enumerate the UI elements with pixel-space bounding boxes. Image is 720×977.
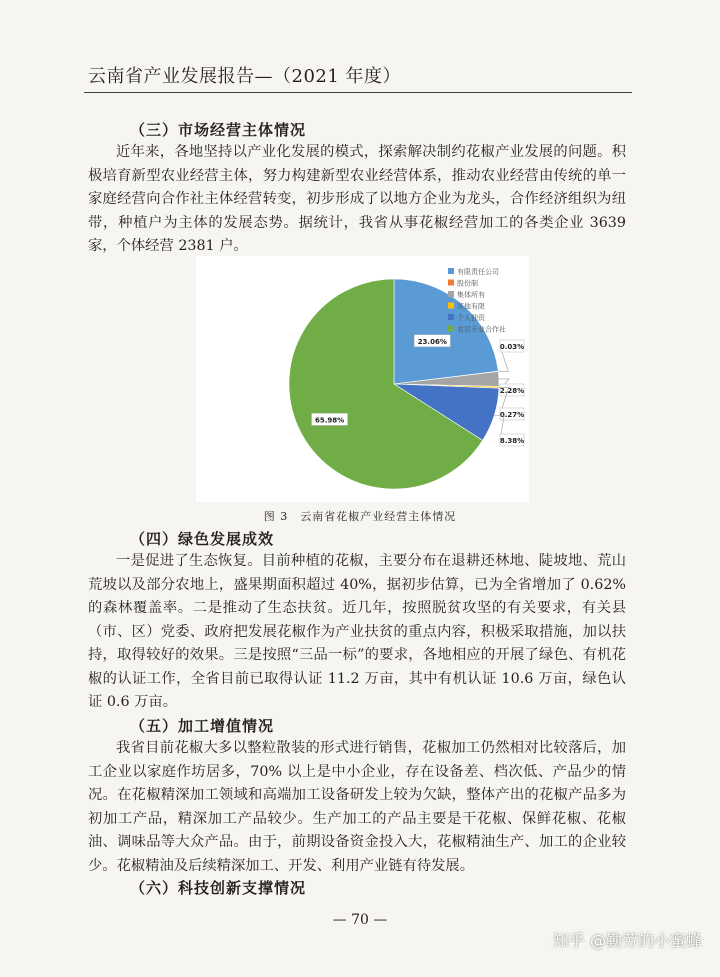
legend-label-3: 集体所有	[457, 291, 485, 299]
data-label-1: 23.06%	[417, 337, 447, 346]
legend-label-2: 股份制	[457, 279, 478, 288]
figure-caption: 图 3 云南省花椒产业经营主体情况	[263, 510, 457, 523]
legend-label-1: 有限责任公司	[457, 268, 499, 276]
section-4-paragraph: 一是促进了生态恢复。目前种植的花椒，主要分布在退耕还林地、陡坡地、荒山荒坡以及部分农地上，盛果期面积超过 40%，据初步估算，已为全省增加了 0.62% 的森林覆盖率。二是推动了生态扶贫。近几年，按照脱贫攻坚的有关要求，有关县（市、区）党委、政府把发展花椒作为产业扶贫的重点内容，积极采取措施，加以扶持，取得较好的效果。三是按照“三品一标”的要求，各地相应的开展了绿色、有机花椒的认证工作，全省目前已取得认证 11.2 万亩，其中有机认证 10.6 万亩，绿色认证 0.6 万亩。	[88, 553, 626, 710]
legend-label-6: 农民专业合作社	[457, 325, 506, 334]
data-label-6: 65.98%	[314, 416, 345, 425]
legend-swatch-1	[448, 268, 454, 274]
legend-swatch-4	[448, 303, 454, 309]
data-label-3: 2.28%	[499, 387, 525, 395]
pie-chart-figure	[196, 256, 529, 502]
pie-chart	[196, 256, 529, 502]
data-label-4: 0.27%	[499, 411, 525, 419]
section-3-paragraph: 近年来，各地坚持以产业化发展的模式，探索解决制约花椒产业发展的问题。积极培育新型农业经营主体，努力构建新型农业经营体系，推动农业经营由传统的单一家庭经营向合作社主体经营转变，初步形成了以地方企业为龙头，合作经济组织为纽带，种植户为主体的发展态势。据统计，我省从事花椒经营加工的各类企业 3639 家，个体经营 2381 户。	[88, 144, 626, 254]
section-3-heading: （三）市场经营主体情况	[130, 121, 307, 139]
section-6-heading: （六）科技创新支撑情况	[130, 879, 307, 897]
page-number: — 70 —	[332, 912, 388, 928]
section-5-paragraph: 我省目前花椒大多以整粒散装的形式进行销售，花椒加工仍然相对比较落后，加工企业以家庭作坊居多，70% 以上是中小企业，存在设备差、档次低、产品少的情况。在花椒精深加工领域和高端加工设备研发上较为欠缺，整体产出的花椒产品多为初加工产品，精深加工产品较少。生产加工的产品主要是干花椒、保鲜花椒、花椒油、调味品等大众产品。由于，前期设备资金投入大，花椒精油生产、加工的企业较少。花椒精油及后续精深加工、开发、利用产业链有待发展。	[88, 740, 626, 874]
legend-label-4: 其他有限	[457, 302, 485, 311]
header-rule	[84, 92, 632, 93]
legend-swatch-3	[448, 291, 454, 297]
running-header: 云南省产业发展报告—（2021 年度）	[88, 66, 402, 87]
data-label-2: 0.03%	[499, 343, 525, 351]
watermark: 知乎 @勤劳的小蜜蜂	[552, 931, 702, 950]
legend-swatch-5	[448, 314, 454, 320]
legend-label-5: 个人独资	[457, 314, 485, 322]
legend-swatch-6	[448, 326, 454, 332]
section-5-heading: （五）加工增值情况	[130, 717, 275, 735]
data-label-5: 8.38%	[499, 437, 525, 445]
legend-swatch-2	[448, 280, 454, 286]
section-4-heading: （四）绿色发展成效	[130, 530, 275, 548]
